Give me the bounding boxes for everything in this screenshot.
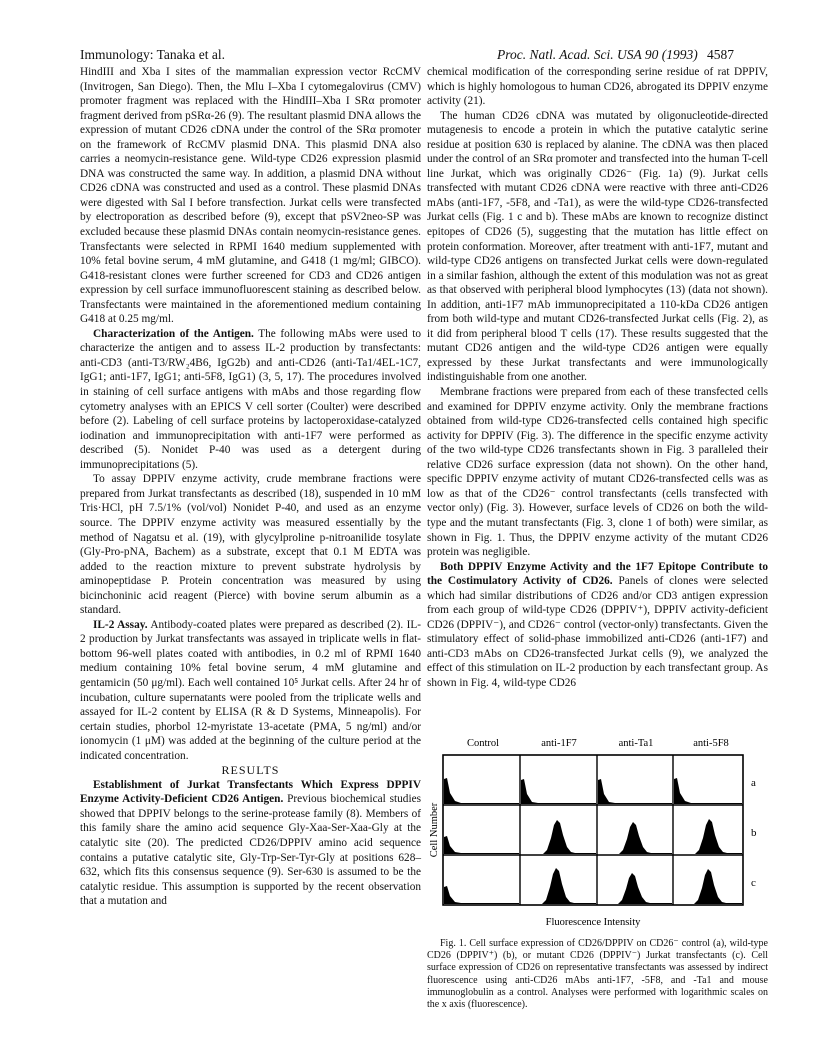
histogram-peak xyxy=(598,822,672,854)
histogram-peak xyxy=(674,869,742,904)
paragraph-heading: Establishment of Jurkat Transfectants Which Express DPPIV Enzyme Activity-Deficient CD26 Antigen. xyxy=(80,778,421,806)
histogram-peak xyxy=(598,873,672,904)
x-axis-label: Fluorescence Intensity xyxy=(545,917,641,928)
paragraph xyxy=(80,778,421,909)
histogram-peak xyxy=(674,819,742,854)
paragraph-text: Previous biochemical studies showed that DPPIV belongs to the serine-protease family (8). Members of this family share the amino acid sequence Gly-Xaa-Ser-Xaa-Gly at the catalytic site (20). The predicted CD26/DPPIV amino acid sequence contains a putative catalytic site, Gly-Trp-Ser-Tyr-Gly at positions 628–632, which fits this consensus sequence (9). Ser-630 is assumed to be the catalytic residue. This assumption is supported by the recent observation that a mutation and xyxy=(80,793,421,908)
paragraph-text: Panels of clones were selected which had similar distributions of CD26 and/or CD3 antigen expression from each group of wild-type CD26 (DPPIV⁺), DPPIV activity-deficient CD26 (DPPIV⁻), and CD26⁻ control (vector-only) transfectants. Given the stimulatory effect of solid-phase immobilized anti-CD26 (anti-1F7) and anti-CD3 mAbs on CD26-transfected Jurkat cells (9), we analyzed the effect of this stimulation on IL-2 production by each transfectant group. As shown in Fig. 4, wild-type CD26 xyxy=(427,575,769,689)
histogram-peak xyxy=(444,886,519,904)
paragraph: HindIII and Xba I sites of the mammalian expression vector RcCMV (Invitrogen, San Diego). Then, the Mlu I–Xba I cytomegalovirus (CMV) promoter fragment was replaced with the HindIII–Xba I SRα promoter fragment derived from pSRα-26 (9). The resultant plasmid DNA allows the expression of mutant CD26 cDNA under the control of the SRα promoter on the framework of RcCMV plasmid DNA. This plasmid DNA also carries a neomycin-resistance gene. Wild-type CD26 expression plasmid DNA was constructed the same way. In addition, a plasmid DNA without CD26 cDNA was constructed and used as a control. These plasmid DNAs were digested with Sal I before transfection. Jurkat cells were transfected by electroporation as described before (9), except that pSV2neo-SP was excluded because these plasmid DNAs contain neomycin-resistance genes. Transfectants were selected in RPMI 1640 medium supplemented with 10% fetal bovine serum, 4 mM glutamine, and G418 (1 mg/ml; GIBCO). G418-resistant clones were further screened for CD3 and CD26 antigen expression by cell surface immunofluorescent staining as described below. Transfectants were maintained in the aforementioned medium containing G418 at 0.25 mg/ml. xyxy=(80,66,421,326)
histogram-peak xyxy=(521,820,596,854)
y-axis-label: Cell Number xyxy=(429,802,440,858)
left-column xyxy=(80,65,421,909)
row-label: a xyxy=(751,777,756,789)
plot-frame xyxy=(443,755,743,905)
paragraph-text: The following mAbs were used to characterize the antigen and to assess IL-2 production by transfectants: anti-CD3 (anti-T3/RW₂4B6, IgG2b) and anti-CD26 (anti-Ta1/4EL-1C7, IgG1; anti-1F7, IgG1; anti-5F8, IgG1) (3, 5, 17). The procedures involved in staining of cell surface antigens with mAbs and those regarding flow cytometry analyses with an EPICS V cell sorter (Coulter) were described before (2). Labeling of cell surface proteins by lactoperoxidase-catalyzed iodination and immunoprecipitation with anti-1F7 were performed as described (5). Nonidet P-40 was used as a detergent during immunoprecipitations (5). xyxy=(80,327,421,471)
paragraph xyxy=(80,327,421,472)
histogram-row-b xyxy=(444,819,742,854)
caption-text: Fig. 1. Cell surface expression of CD26/DPPIV on CD26⁻ control (a), wild-type CD26 (DPPIV⁺) (b), or mutant CD26 (DPPIV⁻) Jurkat transfectants (c). Cell surface expression of CD26 on representative transfectants was assessed by indirect fluorescence using anti-CD26 mAbs anti-1F7, -5F8, and -Ta1 and mouse immunoglobulin as a control. Analyses were performed with logarithmic scales on the x axis (fluorescence). xyxy=(427,938,768,1011)
paragraph-text: Antibody-coated plates were prepared as described (2). IL-2 production by Jurkat transfectants was assayed in triplicate wells in flat-bottom 96-well plates coated with antibodies, in 0.2 ml of RPMI 1640 medium containing 10% fetal bovine serum, 4 mM glutamine and gentamicin (50 μg/ml). Each well contained 10⁵ Jurkat cells. After 24 hr of incubation, culture supernatants were pooled from the triplicate wells and assayed for IL-2 content by ELISA (R & D Systems, Minneapolis). For certain studies, phorbol 12-myristate 13-acetate (PMA, 5 ng/ml) and/or ionomycin (1 μM) was added at the beginning of the culture period at the indicated concentration. xyxy=(80,618,421,762)
running-header-left: Immunology: Tanaka et al. xyxy=(80,47,226,62)
paragraph-heading: IL-2 Assay. xyxy=(93,618,148,631)
histogram-row-a xyxy=(444,778,742,804)
histogram-peak xyxy=(444,778,519,804)
histogram-peak xyxy=(521,779,596,804)
section-heading: RESULTS xyxy=(221,763,280,778)
paragraph: To assay DPPIV enzyme activity, crude membrane fractions were prepared from Jurkat transfectants as described (18), suspended in 10 mM Tris·HCl, pH 7.5/1% (vol/vol) Nonidet P-40, and used as an enzyme source. The DPPIV enzyme activity was measured essentially by the method of Nagatsu et al. (19), with glycylproline p-nitroanilide tosylate (Gly-Pro-pNA, Bachem) as a substrate, except that 0.1 M EDTA was added to the reaction mixture to prevent substrate hydrolysis by aminopeptidase P. Protein concentration was measured by using bicinchoninic acid reagent (Pierce) with bovine serum albumin as a standard. xyxy=(80,473,421,617)
figure-col-label: anti-1F7 xyxy=(541,738,577,749)
paragraph-heading: Both DPPIV Enzyme Activity and the 1F7 Epitope Contribute to the Costimulatory Activity of CD26. xyxy=(427,560,768,588)
figure-col-label: anti-5F8 xyxy=(693,738,729,749)
paragraph-heading: Characterization of the Antigen. xyxy=(93,327,254,340)
paragraph: The human CD26 cDNA was mutated by oligonucleotide-directed mutagenesis to encode a protein in which the putative catalytic serine residue at position 630 is replaced by alanine. The cDNA was then placed under the control of an SRα promoter and transfected into the human T-cell line Jurkat, which was originally CD26⁻ (Fig. 1a) (9). Jurkat cells transfected with mutant CD26 cDNA were reactive with three anti-CD26 mAbs (anti-1F7, -5F8, and -Ta1), as were the wild-type CD26-transfected Jurkat cells (Fig. 1 c and b). These mAbs are known to recognize distinct epitopes of CD26 (5), suggesting that the mutation has little effect on protein conformation. Moreover, after treatment with anti-1F7, mutant and wild-type CD26 antigens on transfected Jurkat cells were down-regulated in a similar fashion, although the extent of this modulation was not as great as that observed with peripheral blood lymphocytes (13) (data not shown). In addition, anti-1F7 mAb immunoprecipitated a 110-kDa CD26 antigen from both wild-type and mutant CD26-transfected Jurkat cells (Fig. 2), as it did from peripheral blood T cells (17). These results suggested that the mutant CD26 antigen and the wild-type CD26 antigen were equally expressed by these Jurkat transfectants and were immunologically indistinguishable from one another. xyxy=(427,109,768,384)
histogram-row-c xyxy=(444,868,742,904)
figure-col-label: Control xyxy=(466,738,500,749)
running-header-right: Proc. Natl. Acad. Sci. USA 90 (1993) xyxy=(497,47,698,62)
page-number: 4587 xyxy=(707,47,734,62)
row-label: c xyxy=(751,877,756,889)
figure-col-label: anti-Ta1 xyxy=(618,738,654,749)
histogram-peak xyxy=(674,778,742,804)
paragraph: Membrane fractions were prepared from each of these transfected cells and examined for DPPIV enzyme activity. Only the membrane fractions obtained from wild-type CD26-transfected cells contained high specific activity for DPPIV (Fig. 3). The difference in the specific enzyme activity of the two wild-type CD26 transfectants shown in Fig. 3 paralleled their relative CD26 surface expression (data not shown). On the other hand, specific DPPIV enzyme activity of mutant CD26-transfected cells was as low as that of the CD26⁻ control transfectants (cells transfected with vector only) (Fig. 3). However, surface levels of CD26 on both the wild-type and the mutant transfectants (Fig. 3, clone 1 of both) were similar, as shown in Fig. 1. Thus, the DPPIV enzyme activity of the mutant CD26 protein was negligible. xyxy=(427,386,768,559)
histogram-peak xyxy=(521,868,596,904)
histogram-peak xyxy=(598,779,672,804)
paragraph xyxy=(80,618,421,763)
paragraph xyxy=(427,560,768,691)
right-column xyxy=(427,65,768,691)
histogram-peak xyxy=(444,836,519,854)
paragraph: chemical modification of the corresponding serine residue of rat DPPIV, which is highly homologous to human CD26, abrogated its DPPIV enzyme activity (21). xyxy=(427,66,768,108)
row-label: b xyxy=(751,827,757,839)
figure-1-histograms xyxy=(427,733,768,933)
figure-caption xyxy=(427,938,768,1011)
